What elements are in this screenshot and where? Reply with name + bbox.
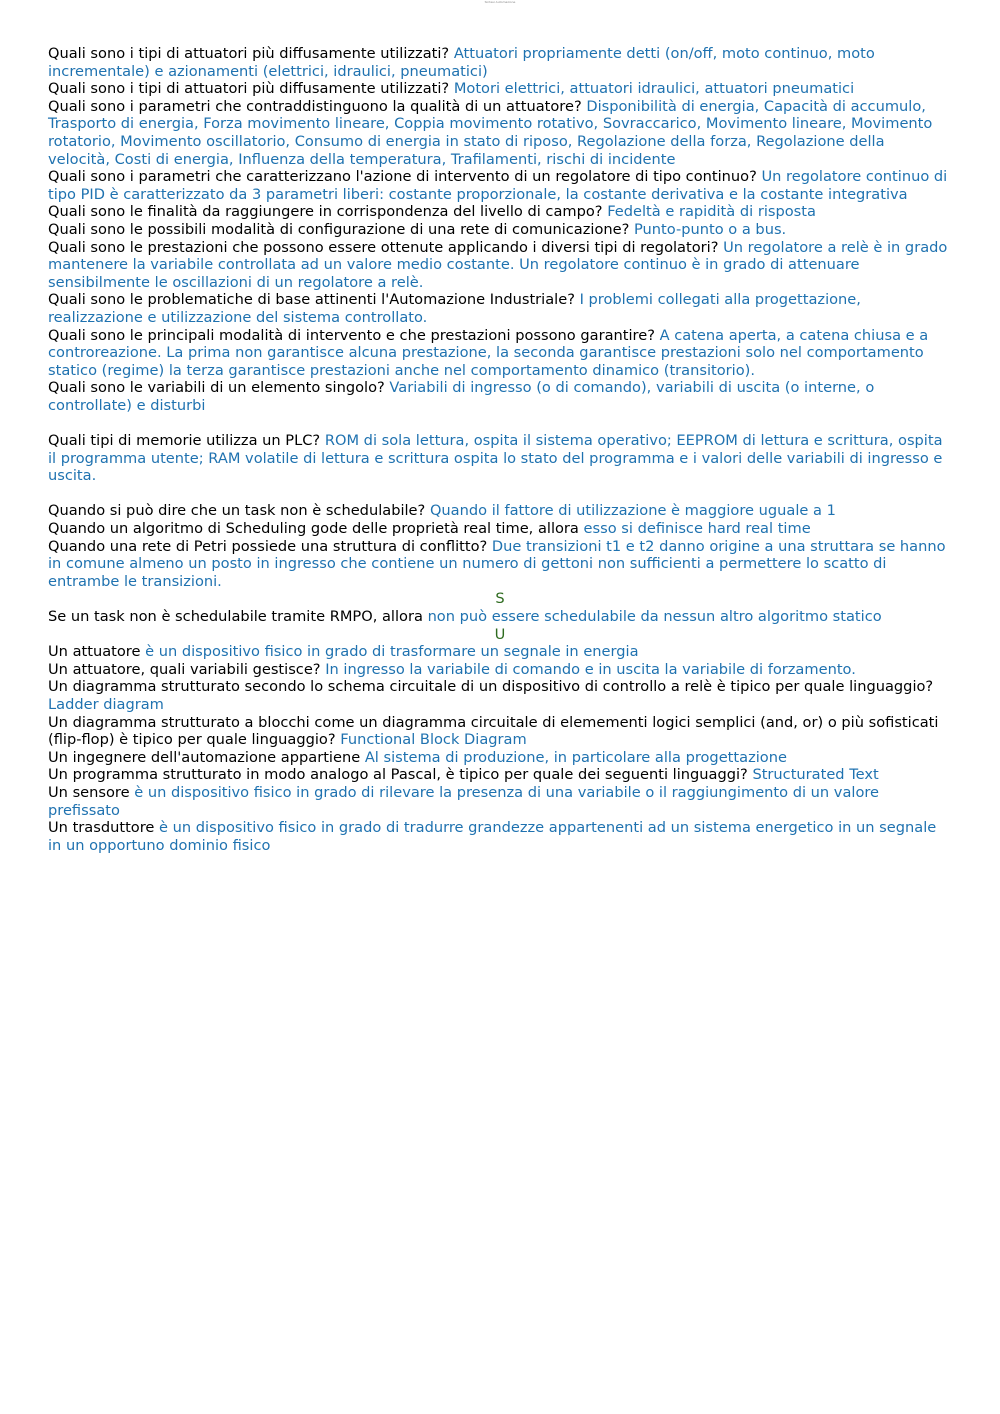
question-text: Un programma strutturato in modo analogo al Pascal, è tipico per quale dei seguenti linguaggi?	[48, 766, 748, 784]
qa-entry	[48, 520, 948, 538]
qa-entry	[48, 784, 948, 819]
answer-text: non può essere schedulabile da nessun altro algoritmo statico	[427, 608, 882, 625]
question-text: Un diagramma strutturato secondo lo schema circuitale di un dispositivo di controllo a relè è tipico per quale linguaggio?	[48, 678, 934, 696]
qa-entry	[48, 714, 948, 749]
header-tiny-text: Sintesi Automazione	[484, 0, 516, 4]
qa-entry	[48, 327, 948, 380]
qa-entry	[48, 203, 948, 221]
question-text: Quando un algoritmo di Scheduling gode delle proprietà real time, allora	[48, 520, 579, 538]
question-text: Quali sono le prestazioni che possono essere ottenute applicando i diversi tipi di regolatori?	[48, 238, 719, 256]
question-text: Quali sono i tipi di attuatori più diffusamente utilizzati?	[48, 80, 450, 98]
qa-entry	[48, 432, 948, 485]
question-text: Quali sono le problematiche di base attinenti l'Automazione Industriale?	[48, 291, 575, 309]
answer-text: I problemi collegati alla progettazione, realizzazione e utilizzazione del sistema controllato.	[48, 291, 861, 326]
section-gap	[48, 485, 948, 503]
question-text: Quando una rete di Petri possiede una struttura di conflitto?	[48, 537, 488, 555]
qa-entry	[48, 643, 948, 661]
qa-entry	[48, 678, 948, 713]
answer-text: In ingresso la variabile di comando e in uscita la variabile di forzamento.	[325, 660, 856, 678]
qa-entry	[48, 291, 948, 326]
qa-entry	[48, 766, 948, 784]
question-text: Quali sono i parametri che caratterizzano l'azione di intervento di un regolatore di tipo continuo?	[48, 168, 757, 186]
answer-text: Ladder diagram	[48, 695, 164, 713]
question-text: Un attuatore, quali variabili gestisce?	[48, 660, 321, 678]
answer-text: Fedeltà e rapidità di risposta	[607, 203, 816, 221]
answer-text: A catena aperta, a catena chiusa e a controreazione. La prima non garantisce alcuna prestazione, la seconda garantisce prestazioni solo nel comportamento statico (regime) la terza garantisce prestazioni anche nel comportamento dinamico (transitorio).	[48, 326, 929, 379]
answer-text: Variabili di ingresso (o di comando), variabili di uscita (o interne, o controllate) e disturbi	[48, 379, 875, 414]
answer-text: Due transizioni t1 e t2 danno origine a una struttara se hanno in comune almeno un posto in ingresso che contiene un numero di gettoni non sufficienti a permettere lo scatto di entrambe le transizioni.	[48, 537, 946, 590]
question-text: Se un task non è schedulabile tramite RMPO, allora	[48, 608, 423, 625]
answer-text: Al sistema di produzione, in particolare alla progettazione	[364, 748, 787, 766]
question-text: Un trasduttore	[48, 819, 155, 837]
answer-text: è un dispositivo fisico in grado di rilevare la presenza di una variabile o il raggiungimento di un valore prefissato	[48, 783, 880, 819]
qa-entry	[48, 661, 948, 679]
section-gap	[48, 414, 948, 432]
qa-entry	[48, 221, 948, 239]
qa-entry	[48, 168, 948, 203]
answer-text: Un regolatore continuo di tipo PID è caratterizzato da 3 parametri liberi: costante proporzionale, la costante derivativa e la costante integrativa	[48, 168, 948, 203]
answer-text: Functional Block Diagram	[340, 731, 527, 749]
answer-text: è un dispositivo fisico in grado di trasformare un segnale in energia	[145, 643, 639, 661]
answer-text: ROM di sola lettura, ospita il sistema operativo; EEPROM di lettura e scrittura, ospita il programma utente; RAM volatile di lettura e scrittura ospita lo stato del programma e i valori delle variabili di ingresso e uscita.	[48, 432, 943, 485]
question-text: Un diagramma strutturato a blocchi come un diagramma circuitale di elemementi logici semplici (and, or) o più sofisticati (flip-flop) è tipico per quale linguaggio?	[48, 713, 939, 749]
qa-entry	[48, 608, 948, 626]
qa-entry	[48, 98, 948, 168]
qa-entry	[48, 379, 948, 414]
answer-text: Punto-punto o a bus.	[634, 220, 787, 238]
answer-text: Un regolatore a relè è in grado mantenere la variabile controllata ad un valore medio costante. Un regolatore continuo è in grado di attenuare sensibilmente le oscillazioni di un regolatore a relè.	[48, 238, 948, 291]
question-text: Un sensore	[48, 783, 130, 801]
qa-document-body	[48, 45, 948, 854]
section-letter: S	[495, 590, 505, 608]
question-text: Quali sono i tipi di attuatori più diffusamente utilizzati?	[48, 45, 450, 62]
qa-entry	[48, 239, 948, 292]
qa-entry	[48, 749, 948, 767]
question-text: Quali sono i parametri che contraddistinguono la qualità di un attuatore?	[48, 97, 582, 115]
answer-text: Disponibilità di energia, Capacità di accumulo, Trasporto di energia, Forza movimento lineare, Coppia movimento rotativo, Sovraccarico, Movimento lineare, Movimento rotatorio, Movimento oscillatorio, Consumo di energia in stato di riposo, Regolazione della forza, Regolazione della velocità, Costi di energia, Influenza della temperatura, Trafilamenti, rischi di incidente	[48, 97, 933, 168]
question-text: Un attuatore	[48, 643, 141, 661]
qa-entry	[48, 45, 948, 80]
question-text: Quali sono le principali modalità di intervento e che prestazioni possono garantire?	[48, 326, 655, 344]
answer-text: Quando il fattore di utilizzazione è maggiore uguale a 1	[429, 502, 836, 520]
question-text: Quando si può dire che un task non è schedulabile?	[48, 502, 426, 520]
qa-entry	[48, 819, 948, 854]
answer-text: Motori elettrici, attuatori idraulici, attuatori pneumatici	[453, 80, 855, 98]
answer-text: esso si definisce hard real time	[583, 520, 811, 538]
section-letter: U	[494, 625, 506, 643]
question-text: Quali sono le possibili modalità di configurazione di una rete di comunicazione?	[48, 220, 630, 238]
qa-entry	[48, 80, 948, 98]
question-text: Quali sono le finalità da raggiungere in corrispondenza del livello di campo?	[48, 203, 603, 221]
answer-text: è un dispositivo fisico in grado di tradurre grandezze appartenenti ad un sistema energetico in un segnale in un opportuno dominio fisico	[48, 819, 937, 854]
qa-entry	[48, 538, 948, 591]
answer-text: Structurated Text	[752, 766, 879, 784]
question-text: Quali tipi di memorie utilizza un PLC?	[48, 432, 321, 450]
question-text: Quali sono le variabili di un elemento singolo?	[48, 379, 385, 397]
question-text: Un ingegnere dell'automazione appartiene	[48, 748, 361, 766]
answer-text: Attuatori propriamente detti (on/off, moto continuo, moto incrementale) e azionamenti (elettrici, idraulici, pneumatici)	[48, 45, 875, 80]
qa-entry	[48, 502, 948, 520]
page-header	[0, 0, 1000, 4]
